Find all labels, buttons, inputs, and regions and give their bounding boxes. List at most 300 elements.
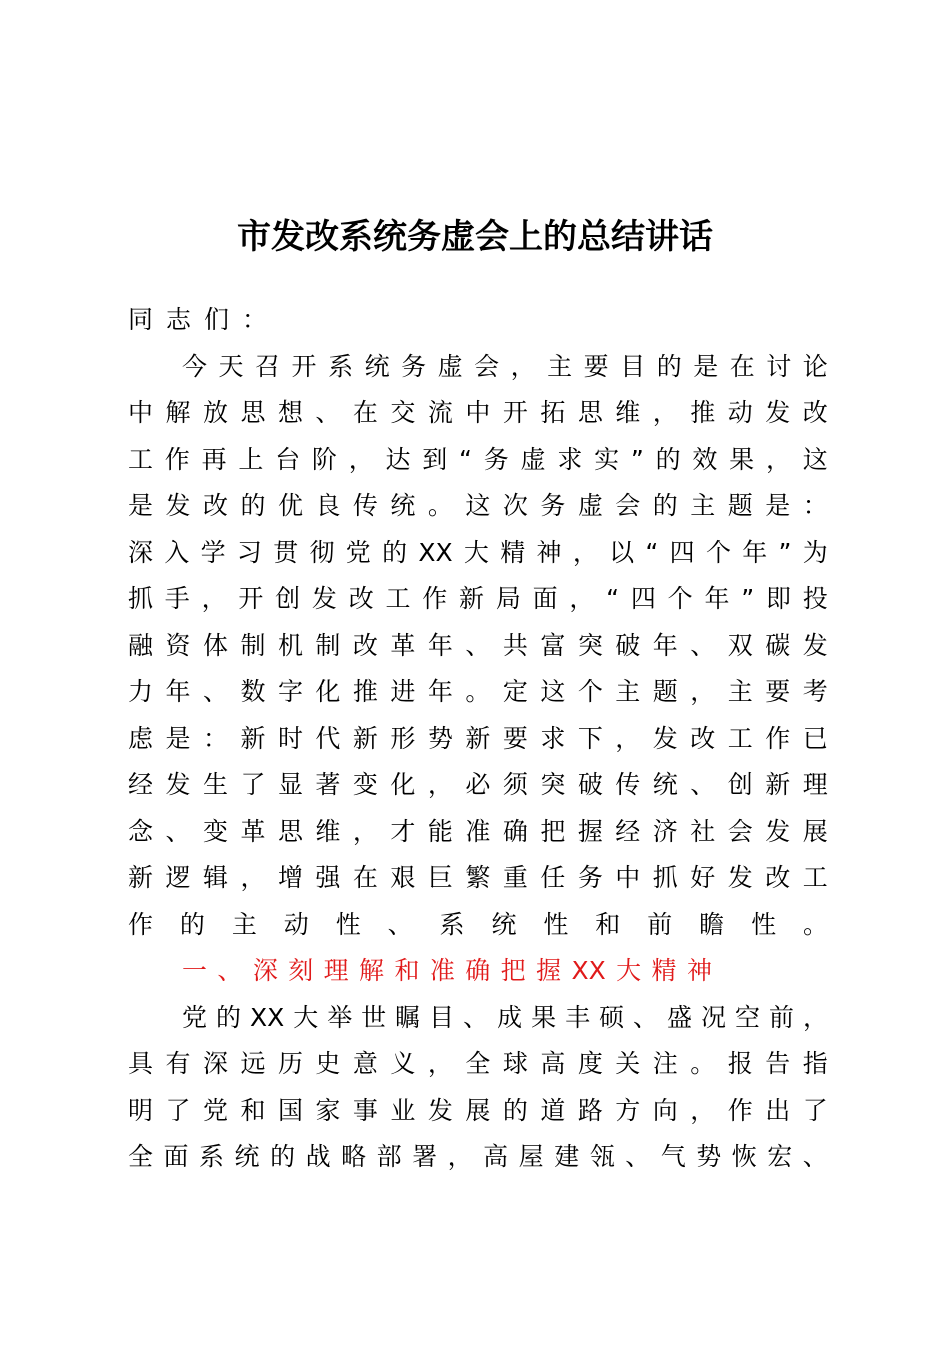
text-glyph: ”	[741, 584, 755, 613]
text-line	[128, 716, 828, 763]
text-glyph: 深	[128, 537, 154, 567]
text-glyph: 、	[690, 770, 716, 799]
text-glyph: 主	[231, 909, 257, 939]
text-glyph: 部	[376, 1142, 402, 1171]
text-glyph: 高	[540, 1049, 566, 1078]
text-glyph: 今	[182, 351, 208, 381]
text-glyph: 。	[427, 491, 453, 520]
text-glyph: 的	[382, 537, 408, 567]
text-glyph: 大	[293, 1002, 319, 1032]
text-glyph: 须	[502, 770, 528, 799]
text-glyph: 业	[390, 1095, 416, 1125]
text-glyph: 求	[540, 723, 566, 753]
text-glyph: 出	[765, 1095, 791, 1125]
text-glyph: 作	[727, 1095, 753, 1125]
text-glyph: 改	[352, 630, 378, 660]
text-glyph: 开	[238, 584, 264, 613]
text-glyph: ，	[690, 677, 716, 706]
text-glyph: 是	[165, 723, 191, 753]
text-line	[128, 437, 828, 484]
text-glyph: 放	[202, 398, 228, 427]
text-glyph: 党	[345, 537, 371, 567]
text-glyph: 大	[463, 537, 489, 567]
text-glyph: 要	[502, 723, 528, 753]
text-glyph: 球	[502, 1049, 528, 1078]
text-glyph: 系	[328, 351, 354, 381]
text-glyph: 次	[502, 491, 528, 520]
text-glyph: 经	[615, 816, 641, 846]
text-glyph: 发	[165, 491, 191, 520]
heading-glyph: 刻	[288, 956, 314, 985]
text-glyph: 习	[236, 537, 262, 567]
text-glyph: 碳	[765, 630, 791, 660]
text-glyph: 上	[238, 444, 264, 474]
text-glyph: 辑	[202, 863, 228, 892]
text-glyph: XX	[249, 1002, 285, 1032]
text-glyph: 手	[164, 584, 190, 613]
text-glyph: 统	[491, 909, 517, 939]
text-glyph: 局	[495, 584, 521, 613]
text-glyph: ，	[569, 584, 595, 613]
salutation	[128, 297, 281, 344]
text-glyph: 瓴	[589, 1142, 615, 1171]
text-glyph: 开	[291, 351, 317, 381]
text-glyph: 告	[765, 1049, 791, 1078]
text-glyph: 数	[240, 677, 266, 706]
text-glyph: 入	[164, 537, 190, 567]
text-glyph: 向	[652, 1095, 678, 1125]
text-glyph: 屋	[518, 1142, 544, 1171]
text-glyph: 务	[540, 491, 566, 520]
text-line	[128, 390, 828, 437]
text-glyph: 必	[465, 770, 491, 799]
text-glyph: 虚	[577, 491, 603, 520]
text-glyph: 性	[543, 909, 569, 939]
text-glyph: 果	[729, 444, 755, 474]
text-glyph: 在	[352, 398, 378, 427]
text-glyph: 想	[277, 398, 303, 427]
heading-glyph: 神	[686, 956, 712, 985]
text-glyph: 统	[234, 1142, 260, 1171]
text-glyph: ”	[630, 444, 644, 474]
text-line	[128, 762, 828, 809]
text-glyph: 力	[128, 677, 154, 706]
text-glyph: 双	[727, 630, 753, 660]
text-glyph: 面	[532, 584, 558, 613]
text-glyph: 新	[240, 723, 266, 753]
text-glyph: ，	[352, 816, 378, 846]
text-glyph: 变	[352, 770, 378, 799]
text-glyph: 会	[615, 491, 641, 520]
text-glyph: 好	[690, 863, 716, 892]
text-glyph: 势	[427, 723, 453, 753]
text-glyph: 突	[577, 630, 603, 660]
text-glyph: 这	[540, 677, 566, 706]
text-glyph: 了	[165, 1095, 191, 1125]
text-glyph: 新	[459, 584, 485, 613]
text-glyph: 学	[200, 537, 226, 567]
text-glyph: 著	[315, 770, 341, 799]
text-glyph: 推	[352, 677, 378, 706]
text-glyph: ，	[348, 444, 374, 474]
text-glyph: 变	[202, 816, 228, 846]
text-glyph: 系	[199, 1142, 225, 1171]
text-glyph: 全	[465, 1049, 491, 1078]
text-glyph: 能	[427, 816, 453, 846]
text-glyph: 务	[483, 444, 509, 474]
text-glyph: 要	[583, 351, 609, 381]
text-glyph: 个	[577, 677, 603, 706]
text-glyph: ，	[201, 584, 227, 613]
text-line	[128, 576, 828, 623]
text-glyph: 工	[128, 444, 154, 474]
text-glyph: 逻	[165, 863, 191, 892]
text-glyph: 道	[540, 1095, 566, 1125]
text-line	[128, 483, 828, 530]
text-glyph: 作	[422, 584, 448, 613]
text-glyph: 发	[311, 584, 337, 613]
text-glyph: 这	[465, 491, 491, 520]
text-glyph: 破	[577, 770, 603, 799]
text-glyph: 国	[277, 1095, 303, 1125]
document-body	[128, 297, 828, 1181]
text-glyph: 新	[128, 863, 154, 892]
text-glyph: 为	[802, 537, 828, 567]
text-glyph: 发	[427, 1095, 453, 1125]
text-glyph: 作	[128, 909, 154, 939]
text-glyph: 制	[315, 630, 341, 660]
text-glyph: 前	[647, 909, 673, 939]
text-glyph: 巨	[427, 863, 453, 892]
text-glyph: 党	[182, 1002, 208, 1032]
text-glyph: 党	[202, 1095, 228, 1125]
text-glyph: ，	[447, 1142, 473, 1171]
text-glyph: 高	[483, 1142, 509, 1171]
text-glyph: 发	[727, 863, 753, 892]
text-glyph: 、	[315, 398, 341, 427]
text-glyph: 、	[165, 816, 191, 846]
heading-glyph: 握	[536, 956, 562, 985]
text-glyph: 报	[727, 1049, 753, 1078]
text-glyph: 年	[652, 630, 678, 660]
paragraph-1	[128, 344, 828, 949]
text-glyph: 目	[429, 1002, 455, 1032]
text-glyph: 成	[497, 1002, 523, 1032]
text-glyph: 战	[305, 1142, 331, 1171]
text-glyph: 进	[390, 677, 416, 706]
text-glyph: 、	[802, 1142, 828, 1171]
text-glyph: 年	[165, 677, 191, 706]
text-glyph: 况	[701, 1002, 727, 1032]
text-glyph: 的	[502, 1095, 528, 1125]
text-glyph: 、	[625, 1142, 651, 1171]
text-glyph: 深	[202, 1049, 228, 1078]
text-glyph: 统	[364, 351, 390, 381]
text-glyph: 主	[690, 491, 716, 520]
text-glyph: 社	[690, 816, 716, 846]
text-glyph: 四	[669, 537, 695, 567]
text-glyph: 中	[615, 863, 641, 892]
text-glyph: 求	[557, 444, 583, 474]
text-glyph: 以	[609, 537, 635, 567]
text-glyph: 署	[412, 1142, 438, 1171]
text-glyph: ，	[427, 1049, 453, 1078]
text-line	[128, 995, 828, 1042]
text-glyph: 度	[577, 1049, 603, 1078]
text-glyph: 史	[315, 1049, 341, 1078]
text-glyph: 抓	[652, 863, 678, 892]
text-glyph: 题	[652, 677, 678, 706]
text-glyph: 、	[202, 677, 228, 706]
text-glyph: 效	[692, 444, 718, 474]
text-glyph: 强	[315, 863, 341, 892]
text-glyph: 年	[704, 584, 730, 613]
text-glyph: 和	[595, 909, 621, 939]
text-glyph: 创	[727, 770, 753, 799]
text-line	[128, 344, 828, 391]
text-glyph: 动	[727, 398, 753, 427]
text-glyph: 维	[615, 398, 641, 427]
text-glyph: 在	[352, 863, 378, 892]
text-glyph: 展	[802, 816, 828, 846]
text-glyph: 新	[352, 723, 378, 753]
text-glyph: 讨	[766, 351, 792, 381]
text-glyph: 年	[427, 630, 453, 660]
text-glyph: 的	[179, 909, 205, 939]
text-glyph: 这	[802, 444, 828, 474]
text-glyph: ，	[510, 351, 536, 381]
text-glyph: 论	[802, 351, 828, 381]
text-glyph: 事	[352, 1095, 378, 1125]
text-glyph: 面	[163, 1142, 189, 1171]
text-glyph: 制	[240, 630, 266, 660]
text-glyph: ，	[765, 444, 791, 474]
text-glyph: 务	[401, 351, 427, 381]
text-glyph: 流	[427, 398, 453, 427]
text-glyph: 资	[165, 630, 191, 660]
text-glyph: 个	[667, 584, 693, 613]
text-glyph: 念	[128, 816, 154, 846]
text-glyph: 性	[335, 909, 361, 939]
text-glyph: 前	[768, 1002, 794, 1032]
text-glyph: 。	[802, 909, 828, 939]
text-glyph: 远	[240, 1049, 266, 1078]
text-glyph: 改	[348, 584, 374, 613]
text-glyph: 济	[652, 816, 678, 846]
text-glyph: 空	[735, 1002, 761, 1032]
text-glyph: 投	[802, 584, 828, 613]
text-glyph: 宏	[767, 1142, 793, 1171]
text-glyph: 开	[502, 398, 528, 427]
text-glyph: 即	[765, 584, 791, 613]
text-glyph: ，	[652, 398, 678, 427]
text-glyph: 破	[615, 630, 641, 660]
text-glyph: 到	[422, 444, 448, 474]
text-glyph: 改	[690, 723, 716, 753]
text-glyph: 是	[693, 351, 719, 381]
text-glyph: 作	[765, 723, 791, 753]
text-glyph: 机	[277, 630, 303, 660]
heading-glyph: 把	[500, 956, 526, 985]
text-glyph: 革	[240, 816, 266, 846]
text-glyph: 传	[615, 770, 641, 799]
text-glyph: 艰	[390, 863, 416, 892]
text-glyph: 理	[802, 770, 828, 799]
text-glyph: 明	[128, 1095, 154, 1125]
text-glyph: 中	[465, 398, 491, 427]
text-line	[128, 902, 828, 949]
text-glyph: 丰	[565, 1002, 591, 1032]
text-glyph: 。	[690, 1049, 716, 1078]
text-glyph: 瞻	[699, 909, 725, 939]
text-glyph: 生	[202, 770, 228, 799]
text-glyph: 增	[277, 863, 303, 892]
text-glyph: ，	[572, 537, 598, 567]
text-glyph: 盛	[667, 1002, 693, 1032]
text-glyph: 新	[465, 723, 491, 753]
text-glyph: 准	[465, 816, 491, 846]
text-glyph: ：	[802, 491, 828, 520]
text-glyph: 作	[164, 444, 190, 474]
text-glyph: 。	[465, 677, 491, 706]
text-glyph: 神	[536, 537, 562, 567]
heading-glyph: 一	[182, 956, 208, 985]
heading-glyph: 准	[429, 956, 455, 985]
text-glyph: 的	[270, 1142, 296, 1171]
text-glyph: 良	[315, 491, 341, 520]
text-glyph: 会	[727, 816, 753, 846]
text-glyph: ，	[802, 1002, 828, 1032]
text-glyph: 统	[652, 770, 678, 799]
text-glyph: ”	[778, 537, 792, 567]
text-glyph: 主	[615, 677, 641, 706]
text-glyph: 、	[463, 1002, 489, 1032]
text-glyph: 务	[577, 863, 603, 892]
text-glyph: 字	[277, 677, 303, 706]
text-glyph: 阶	[311, 444, 337, 474]
text-glyph: 达	[385, 444, 411, 474]
text-glyph: 彻	[309, 537, 335, 567]
text-glyph: 贯	[273, 537, 299, 567]
text-glyph: 召	[255, 351, 281, 381]
text-glyph: 新	[765, 770, 791, 799]
text-glyph: 、	[690, 630, 716, 660]
text-glyph: 把	[540, 816, 566, 846]
text-glyph: 主	[547, 351, 573, 381]
text-glyph: 抓	[128, 584, 154, 613]
text-line	[128, 1041, 828, 1088]
text-glyph: 推	[690, 398, 716, 427]
text-glyph: 略	[341, 1142, 367, 1171]
text-glyph: 实	[594, 444, 620, 474]
text-glyph: 是	[765, 491, 791, 520]
text-glyph: 指	[802, 1049, 828, 1078]
text-glyph: 发	[652, 723, 678, 753]
text-glyph: 和	[240, 1095, 266, 1125]
text-glyph: 硕	[599, 1002, 625, 1032]
document-title: 市发改系统务虚会上的总结讲话	[237, 217, 713, 257]
text-glyph: 主	[727, 677, 753, 706]
text-glyph: 的	[656, 351, 682, 381]
text-line	[128, 1088, 828, 1135]
text-glyph: ，	[427, 770, 453, 799]
text-glyph: 具	[128, 1049, 154, 1078]
text-glyph: 发	[765, 816, 791, 846]
text-glyph: 革	[390, 630, 416, 660]
text-glyph: 重	[502, 863, 528, 892]
text-glyph: 发	[765, 398, 791, 427]
text-glyph: 、	[387, 909, 413, 939]
text-glyph: 下	[577, 723, 603, 753]
text-glyph: 个	[705, 537, 731, 567]
text-glyph: 融	[128, 630, 154, 660]
text-glyph: 思	[240, 398, 266, 427]
text-glyph: 、	[465, 630, 491, 660]
text-glyph: 改	[202, 491, 228, 520]
text-glyph: 经	[128, 770, 154, 799]
text-glyph: 世	[361, 1002, 387, 1032]
text-glyph: 改	[802, 398, 828, 427]
text-glyph: 有	[165, 1049, 191, 1078]
text-glyph: XX	[418, 537, 453, 567]
text-glyph: 系	[439, 909, 465, 939]
text-glyph: 时	[277, 723, 303, 753]
text-glyph: 年	[427, 677, 453, 706]
text-glyph: 势	[696, 1142, 722, 1171]
salutation-text: 同志们：	[128, 305, 281, 334]
text-glyph: 工	[385, 584, 411, 613]
heading-glyph: 精	[651, 956, 677, 985]
text-glyph: 中	[128, 398, 154, 427]
text-glyph: 在	[729, 351, 755, 381]
text-glyph: 繁	[465, 863, 491, 892]
text-glyph: 动	[283, 909, 309, 939]
text-glyph: 拓	[540, 398, 566, 427]
text-glyph: 路	[577, 1095, 603, 1125]
heading-glyph: XX	[571, 956, 606, 985]
text-glyph: 建	[554, 1142, 580, 1171]
heading-glyph: 理	[323, 956, 349, 985]
text-glyph: “	[606, 584, 620, 613]
text-glyph: 方	[615, 1095, 641, 1125]
text-glyph: 会	[474, 351, 500, 381]
text-glyph: 共	[502, 630, 528, 660]
text-glyph: 义	[390, 1049, 416, 1078]
text-glyph: 工	[802, 863, 828, 892]
text-glyph: 解	[165, 398, 191, 427]
text-glyph: 虑	[128, 723, 154, 753]
text-glyph: 体	[202, 630, 228, 660]
text-glyph: 瞩	[395, 1002, 421, 1032]
text-glyph: 历	[277, 1049, 303, 1078]
text-glyph: 天	[218, 351, 244, 381]
text-glyph: 定	[502, 677, 528, 706]
text-glyph: 维	[315, 816, 341, 846]
text-glyph: 发	[165, 770, 191, 799]
text-line	[128, 530, 828, 577]
heading-glyph: 和	[394, 956, 420, 985]
text-glyph: 恢	[731, 1142, 757, 1171]
text-glyph: “	[645, 537, 659, 567]
text-glyph: 化	[390, 770, 416, 799]
text-line	[128, 809, 828, 856]
text-glyph: 交	[390, 398, 416, 427]
text-glyph: 思	[577, 398, 603, 427]
text-glyph: 确	[502, 816, 528, 846]
text-glyph: “	[459, 444, 472, 474]
text-glyph: 了	[240, 770, 266, 799]
text-glyph: 意	[352, 1049, 378, 1078]
